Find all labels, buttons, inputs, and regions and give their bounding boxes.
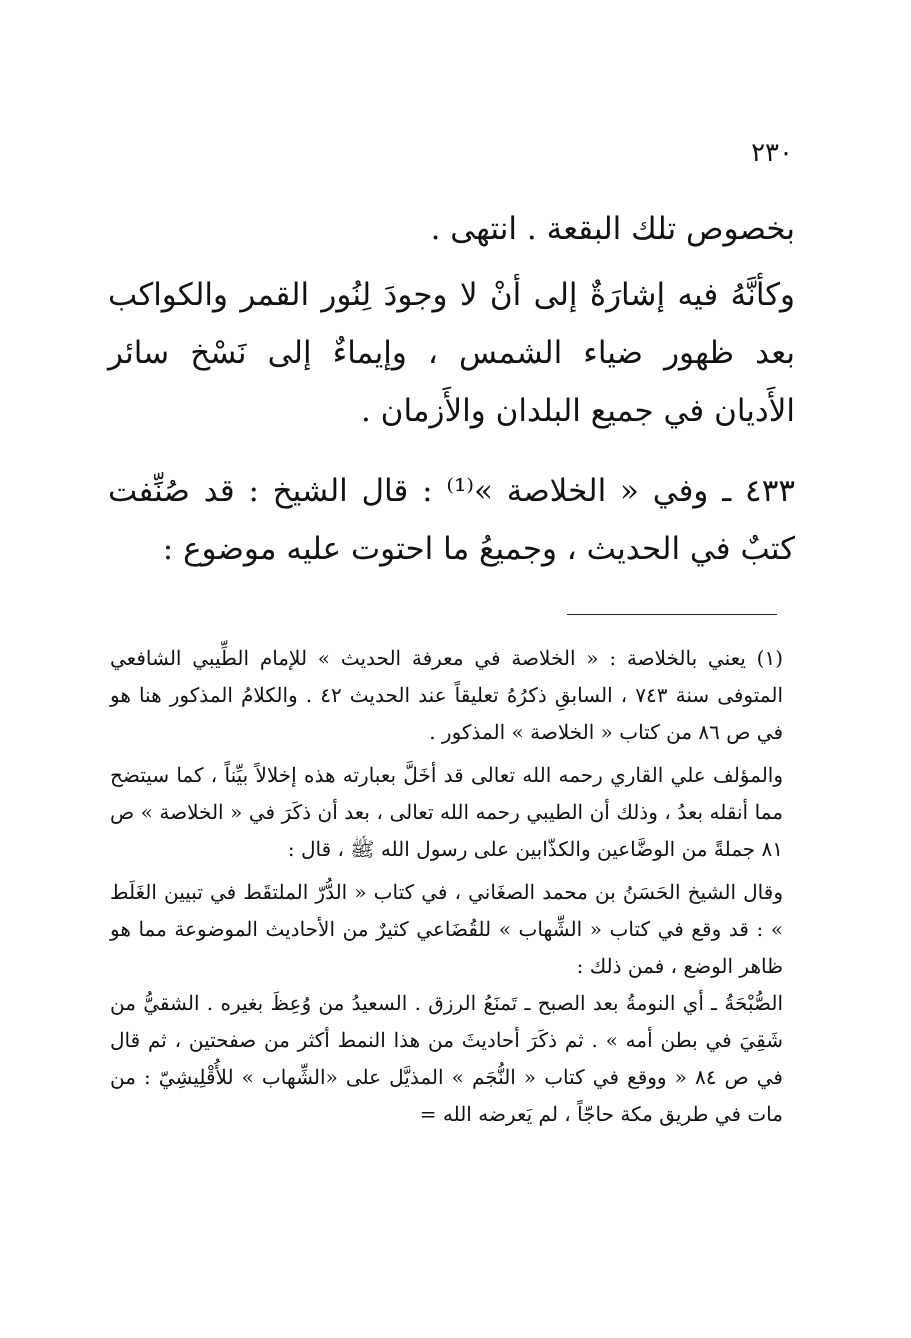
footnote-paragraph-2: والمؤلف علي القاري رحمه الله تعالى قد أخَلَّ بعبارته هذه إخلالاً بيِّناً ، كما سيتضح مما أنقله بعدُ ، وذلك أن الطيبي رحمه الله تعالى ، بعد أن ذكَرَ في « الخلاصة » ص ٨١ جملةً من الوضَّاعين والكذّابين على رسول الله ﷺ ، قال : xyxy=(110,763,783,861)
page-number: ٢٣٠ xyxy=(751,138,793,168)
footnote-paragraph-4: الصُّبْحَةُ ـ أي النومةُ بعد الصبح ـ تَمنَعُ الرزق . السعيدُ من وُعِظَ بغيره . الشقيُّ من شَقِيَ في بطن أمه » . ثم ذكَرَ أحاديثَ من هذا النمط أكثر من صفحتين ، ثم قال في ص ٨٤ « ووقع في كتاب « النُّجَم » المذيَّل على «الشِّهاب » للأُقْلِيشِيّ : من مات في طريق مكة حاجّاً ، لم يَعرضه الله = xyxy=(110,991,783,1126)
main-text xyxy=(108,200,795,578)
footnotes xyxy=(110,640,783,1133)
main-paragraph-2: وكأنَّهُ فيه إشارَةٌ إلى أنْ لا وجودَ لِنُور القمر والكواكب بعد ظهور ضياء الشمس ، وإيماءٌ إلى نَسْخ سائر الأَديان في جميع البلدان والأَزمان . xyxy=(108,277,795,429)
footnote-1: (١) يعني بالخلاصة : « الخلاصة في معرفة الحديث » للإمام الطِّيبي الشافعي المتوفى سنة ٧٤٣ ، السابقِ ذكرُهُ تعليقاً عند الحديث ٤٢ . والكلامُ المذكور هنا هو في ص ٨٦ من كتاب « الخلاصة » المذكور . xyxy=(110,646,783,744)
hadith-433-paragraph: ٤٣٣ ـ وفي « الخلاصة »⁽¹⁾ : قال الشيخ : قد صُنِّفت كتبٌ في الحديث ، وجميعُ ما احتوت عليه موضوع : xyxy=(108,473,795,567)
footnote-paragraph-3: وقال الشيخ الحَسَنُ بن محمد الصغَاني ، في كتاب « الدُّرّ الملتقَط في تبيين الغَلَط » : قد وقع في كتاب « الشِّهاب » للقُضَاعي كثيرٌ من الأحاديث الموضوعة مما هو ظاهر الوضع ، فمن ذلك : xyxy=(110,880,783,978)
footnote-divider xyxy=(567,614,777,615)
main-paragraph-1: بخصوص تلك البقعة . انتهى . xyxy=(430,211,795,247)
